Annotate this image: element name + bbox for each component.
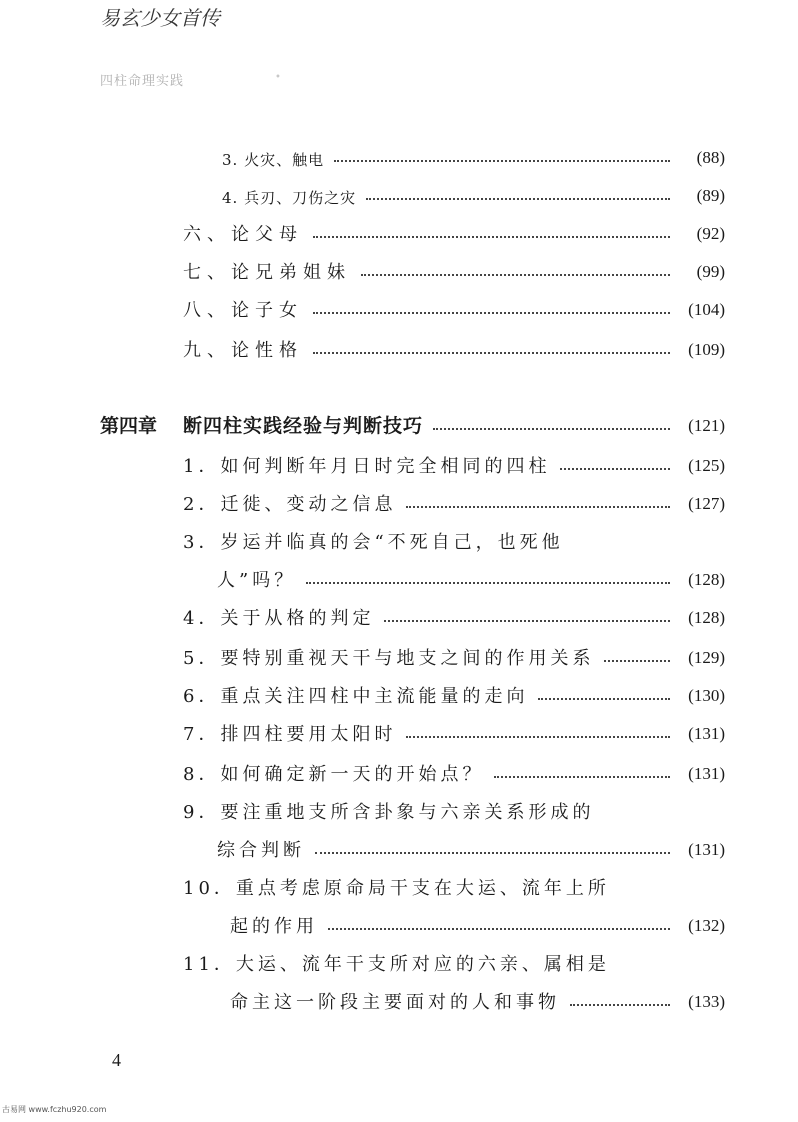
toc-entry-page: (121)	[688, 416, 725, 435]
toc-entry-title: 6．重点关注四柱中主流能量的走向	[183, 686, 529, 707]
toc-entry-title: 1．如何判断年月日时完全相同的四柱	[183, 456, 551, 477]
toc-entry-title: 3．岁运并临真的会“不死自己，也死他	[183, 532, 564, 553]
toc-entry-page: (99)	[696, 262, 725, 281]
toc-entry	[0, 562, 798, 592]
toc-entry	[0, 716, 798, 746]
toc-entry-page: (88)	[696, 148, 725, 167]
toc-leader-dots	[313, 352, 670, 354]
toc-entry-page: (104)	[688, 300, 725, 319]
toc-entry	[0, 448, 798, 478]
toc-entry	[0, 140, 798, 170]
toc-leader-dots	[313, 312, 670, 314]
toc-entry	[0, 178, 798, 208]
toc-leader-dots	[433, 428, 670, 430]
toc-leader-dots	[570, 1004, 670, 1006]
toc-entry-continuation: 综合判断	[217, 840, 305, 861]
toc-leader-dots	[560, 468, 670, 470]
toc-leader-dots	[406, 506, 670, 508]
toc-entry-title: 3. 火灾、触电	[222, 151, 325, 169]
toc-leader-dots	[328, 928, 670, 930]
toc-entry-page: (125)	[688, 456, 725, 475]
toc-entry-page: (132)	[688, 916, 725, 935]
toc-entry-continuation: 起的作用	[230, 916, 318, 937]
toc-entry	[0, 908, 798, 938]
toc-entry-page: (109)	[688, 340, 725, 359]
chapter-number: 第四章	[100, 415, 158, 437]
toc-entry-title: 10．重点考虑原命局干支在大运、流年上所	[183, 878, 610, 899]
toc-entry-page: (131)	[688, 840, 725, 859]
toc-entry-title: 九、论性格	[183, 340, 303, 361]
toc-entry-title: 11．大运、流年干支所对应的六亲、属相是	[183, 954, 610, 975]
toc-entry-title: 七、论兄弟姐妹	[183, 262, 351, 283]
toc-entry	[0, 756, 798, 786]
toc-entry-title: 7．排四柱要用太阳时	[183, 724, 397, 745]
chapter-title-text: 断四柱实践经验与判断技巧	[183, 415, 424, 437]
toc-entry-title: 4．关于从格的判定	[183, 608, 375, 629]
toc-entry-page: (133)	[688, 992, 725, 1011]
toc-leader-dots	[366, 198, 670, 200]
toc-entry-title: 2．迁徙、变动之信息	[183, 494, 397, 515]
toc-entry	[0, 832, 798, 862]
toc-leader-dots	[306, 582, 670, 584]
toc-leader-dots	[494, 776, 670, 778]
toc-entry	[0, 984, 798, 1014]
toc-entry	[0, 254, 798, 284]
toc-leader-dots	[315, 852, 670, 854]
toc-entry-title: 六、论父母	[183, 224, 303, 245]
page-number: 4	[112, 1050, 121, 1070]
toc-entry	[0, 216, 798, 246]
header-mark: •	[275, 72, 281, 83]
toc-entry-title: 8．如何确定新一天的开始点？	[183, 764, 485, 785]
header-section-label: 四柱命理实践	[100, 74, 185, 89]
toc-entry	[0, 678, 798, 708]
toc-leader-dots	[384, 620, 670, 622]
toc-leader-dots	[538, 698, 670, 700]
toc-chapter-title	[100, 411, 423, 438]
toc-entry-title: 9．要注重地支所含卦象与六亲关系形成的	[183, 802, 595, 823]
toc-entry-page: (128)	[688, 608, 725, 627]
toc-entry-continuation: 命主这一阶段主要面对的人和事物	[230, 992, 560, 1013]
toc-entry-page: (130)	[688, 686, 725, 705]
toc-entry-page: (127)	[688, 494, 725, 513]
toc-entry-title: 八、论子女	[183, 300, 303, 321]
toc-entry-page: (131)	[688, 764, 725, 783]
toc-chapter-entry	[0, 408, 798, 438]
toc-entry-title: 4. 兵刃、刀伤之灾	[222, 189, 357, 207]
header-book-title: 易玄少女首传	[100, 6, 220, 30]
toc-entry-page: (89)	[696, 186, 725, 205]
toc-entry-page: (92)	[696, 224, 725, 243]
toc-leader-dots	[604, 660, 670, 662]
toc-entry-continuation: 人”吗？	[217, 570, 297, 591]
toc-entry-page: (131)	[688, 724, 725, 743]
toc-leader-dots	[406, 736, 670, 738]
toc-entry-page: (128)	[688, 570, 725, 589]
toc-entry	[0, 332, 798, 362]
toc-entry-title: 5．要特别重视天干与地支之间的作用关系	[183, 648, 595, 669]
footer-site-watermark: 古易网 www.fczhu920.com	[2, 1105, 107, 1114]
toc-leader-dots	[334, 160, 670, 162]
toc-entry	[0, 600, 798, 630]
toc-leader-dots	[313, 236, 670, 238]
toc-entry	[0, 292, 798, 322]
toc-entry	[0, 640, 798, 670]
toc-leader-dots	[361, 274, 670, 276]
toc-entry	[0, 486, 798, 516]
toc-entry-page: (129)	[688, 648, 725, 667]
